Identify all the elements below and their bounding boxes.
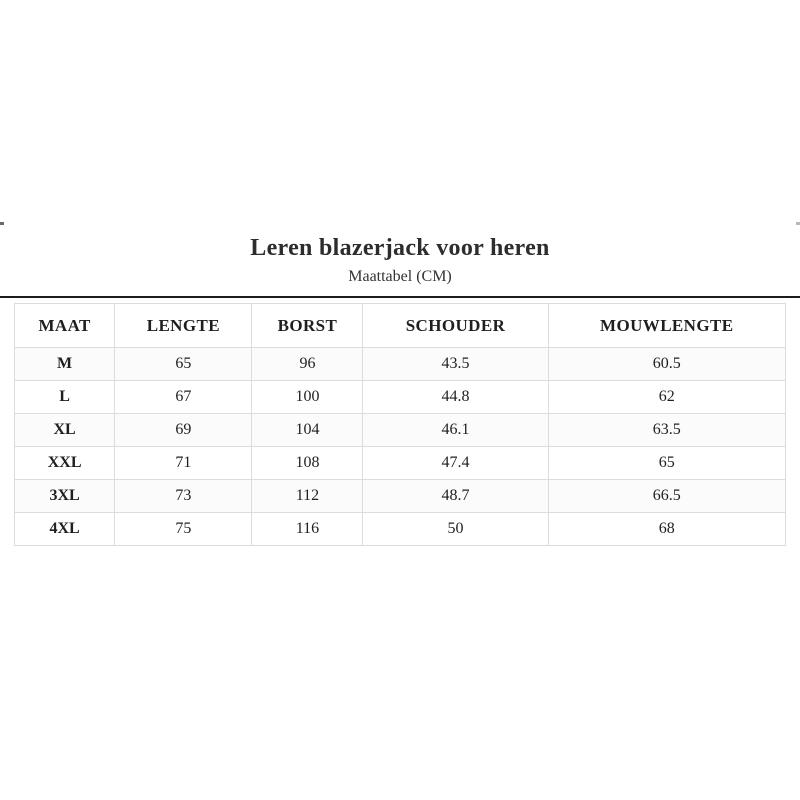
mouwlengte-value: 63.5 bbox=[548, 414, 786, 447]
borst-value: 108 bbox=[252, 447, 363, 480]
column-header-lengte: LENGTE bbox=[115, 304, 252, 348]
column-header-maat: MAAT bbox=[15, 304, 115, 348]
table-header-row bbox=[15, 304, 786, 348]
borst-value: 104 bbox=[252, 414, 363, 447]
schouder-value: 47.4 bbox=[363, 447, 548, 480]
lengte-value: 67 bbox=[115, 381, 252, 414]
page-title: Leren blazerjack voor heren bbox=[250, 235, 550, 261]
table-row-4xl bbox=[15, 513, 786, 546]
size-table bbox=[14, 303, 786, 546]
lengte-value: 65 bbox=[115, 348, 252, 381]
table-row-xl bbox=[15, 414, 786, 447]
mouwlengte-value: 66.5 bbox=[548, 480, 786, 513]
schouder-value: 44.8 bbox=[363, 381, 548, 414]
schouder-value: 48.7 bbox=[363, 480, 548, 513]
size-label: XXL bbox=[15, 447, 115, 480]
table-row-xxl bbox=[15, 447, 786, 480]
borst-value: 100 bbox=[252, 381, 363, 414]
column-header-schouder: SCHOUDER bbox=[363, 304, 548, 348]
borst-value: 116 bbox=[252, 513, 363, 546]
lengte-value: 75 bbox=[115, 513, 252, 546]
size-label: 3XL bbox=[15, 480, 115, 513]
mouwlengte-value: 62 bbox=[548, 381, 786, 414]
size-label: XL bbox=[15, 414, 115, 447]
lengte-value: 73 bbox=[115, 480, 252, 513]
chart-header bbox=[0, 234, 800, 286]
lengte-value: 69 bbox=[115, 414, 252, 447]
mouwlengte-value: 68 bbox=[548, 513, 786, 546]
column-header-mouwlengte: MOUWLENGTE bbox=[548, 304, 786, 348]
page-subtitle: Maattabel (CM) bbox=[348, 268, 452, 285]
size-label: L bbox=[15, 381, 115, 414]
size-label: 4XL bbox=[15, 513, 115, 546]
borst-value: 96 bbox=[252, 348, 363, 381]
schouder-value: 46.1 bbox=[363, 414, 548, 447]
size-table-container bbox=[14, 303, 786, 546]
borst-value: 112 bbox=[252, 480, 363, 513]
horizontal-divider bbox=[0, 296, 800, 298]
schouder-value: 50 bbox=[363, 513, 548, 546]
right-edge-divider-stub bbox=[796, 222, 800, 225]
schouder-value: 43.5 bbox=[363, 348, 548, 381]
table-row-m bbox=[15, 348, 786, 381]
mouwlengte-value: 60.5 bbox=[548, 348, 786, 381]
table-row-3xl bbox=[15, 480, 786, 513]
lengte-value: 71 bbox=[115, 447, 252, 480]
column-header-borst: BORST bbox=[252, 304, 363, 348]
size-label: M bbox=[15, 348, 115, 381]
mouwlengte-value: 65 bbox=[548, 447, 786, 480]
left-edge-divider-stub bbox=[0, 222, 4, 225]
table-row-l bbox=[15, 381, 786, 414]
